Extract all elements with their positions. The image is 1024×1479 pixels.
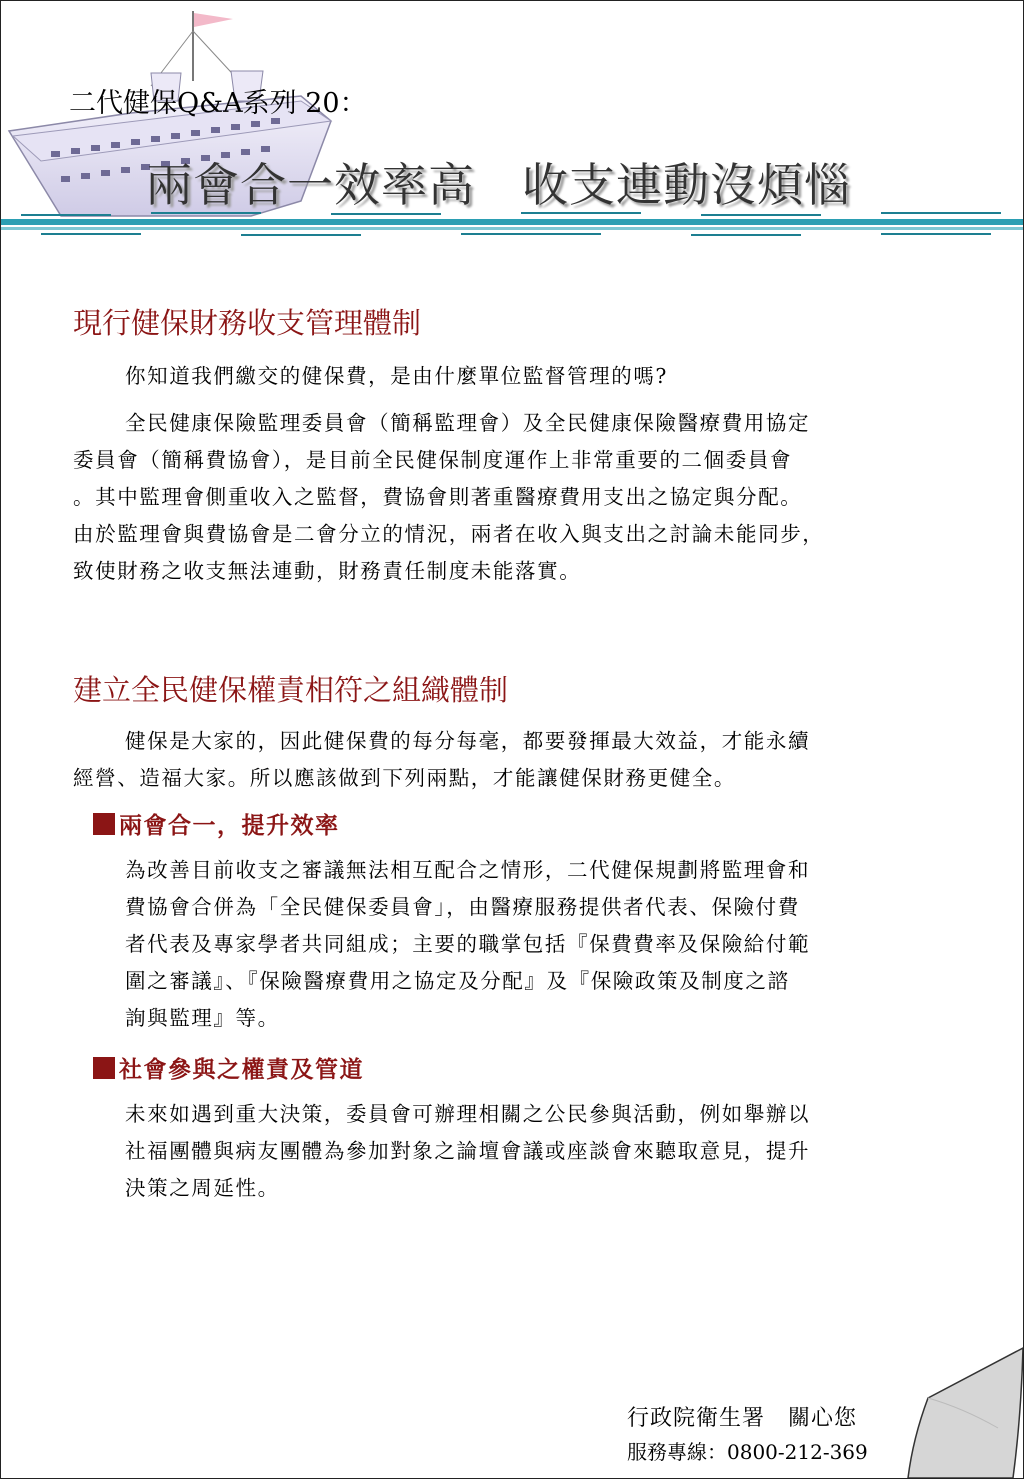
point2-line: 決策之周延性。: [125, 1176, 280, 1200]
point2-body: [125, 1096, 950, 1207]
point1-line: 費協會合併為「全民健保委員會」，由醫療服務提供者代表、保險付費: [125, 895, 800, 919]
series-title: 二代健保Q&A系列 20：: [69, 88, 367, 119]
section1-question: 你知道我們繳交的健保費，是由什麼單位監督管理的嗎?: [125, 364, 668, 388]
section1-para2-line: 。其中監理會側重收入之監督，費協會則著重醫療費用支出之協定與分配。: [73, 485, 803, 509]
page-curl-decoration: [903, 1338, 1023, 1478]
footer: [627, 1401, 868, 1465]
point1-line: 為改善目前收支之審議無法相互配合之情形，二代健保規劃將監理會和: [125, 858, 811, 882]
section2-intro-line: 健保是大家的，因此健保費的每分每毫，都要發揮最大效益，才能永續: [125, 729, 811, 753]
point2-line: 未來如遇到重大決策，委員會可辦理相關之公民參與活動，例如舉辦以: [125, 1102, 811, 1126]
section1-para2-line: 全民健康保險監理委員會（簡稱監理會）及全民健康保險醫療費用協定: [125, 411, 811, 435]
point1-line: 圍之審議』、『保險醫療費用之協定及分配』及『保險政策及制度之諮: [125, 969, 790, 993]
square-bullet-icon: [93, 813, 115, 835]
section2-intro-line: 經營、造福大家。所以應該做到下列兩點，才能讓健保財務更健全。: [73, 766, 736, 790]
section1-para2-line: 委員會（簡稱費協會），是目前全民健保制度運作上非常重要的二個委員會: [73, 448, 793, 472]
section-heading-new-system: 建立全民健保權責相符之組織體制: [73, 673, 509, 707]
section-heading-current-system: 現行健保財務收支管理體制: [73, 306, 422, 340]
point1-line: 者代表及專家學者共同組成；主要的職掌包括『保費費率及保險給付範: [125, 932, 811, 956]
point1-body: [125, 852, 950, 1037]
point1-title: 兩會合一，提升效率: [93, 807, 978, 840]
point1-line: 詢與監理』等。: [125, 1006, 280, 1030]
main-title: 兩會合一效率高 收支連動沒煩惱: [146, 158, 851, 212]
point2-line: 社福團體與病友團體為參加對象之論壇會議或座談會來聽取意見，提升: [125, 1139, 811, 1163]
content: [73, 301, 978, 1207]
footer-hotline: 服務專線：0800-212-369: [627, 1440, 868, 1464]
square-bullet-icon: [93, 1057, 115, 1079]
section1-para2-line: 由於監理會與費協會是二會分立的情況，兩者在收入與支出之討論未能同步，: [73, 522, 825, 546]
section1-para2-line: 致使財務之收支無法連動，財務責任制度未能落實。: [73, 559, 582, 583]
footer-org: 行政院衛生署 關心您: [627, 1406, 858, 1431]
point2-title: 社會參與之權責及管道: [93, 1051, 978, 1084]
